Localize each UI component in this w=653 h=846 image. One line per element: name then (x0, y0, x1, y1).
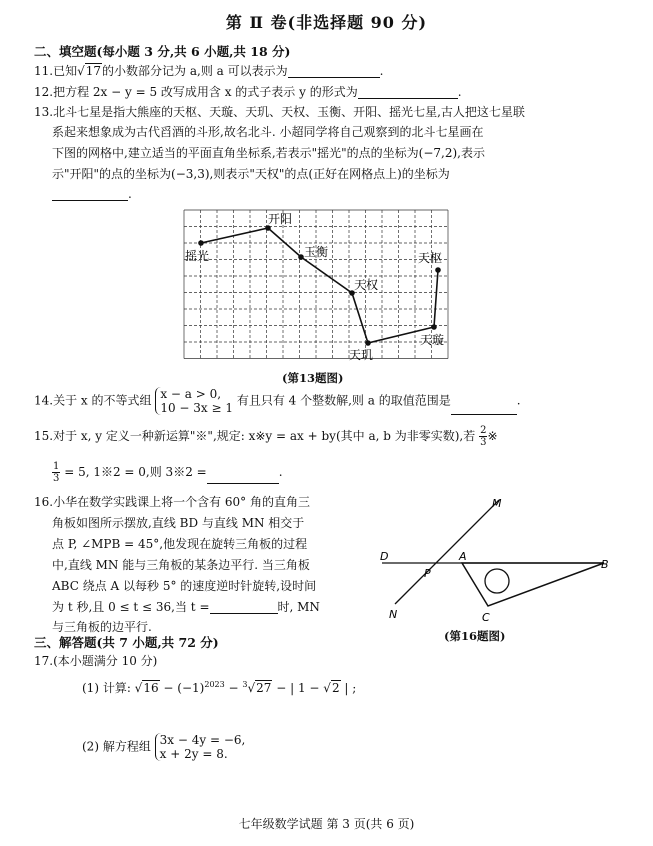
equation-system: 3x − 4y = −6, x + 2y = 8. (155, 733, 246, 761)
question-16-line-2: 角板如图所示摆放,直线 BD 与直线 MN 相交于 (52, 516, 305, 530)
section-fill-blank-heading: 二、填空题(每小题 3 分,共 6 小题,共 18 分) (34, 44, 291, 59)
label-n: N (389, 608, 398, 621)
triangle-abc (462, 563, 604, 606)
question-number: 14. (34, 393, 54, 408)
star-label-tianquan: 天权 (354, 278, 379, 292)
question-number: 15. (34, 429, 54, 443)
question-number: 17. (34, 654, 54, 668)
question-17-part-2: (2) 解方程组 3x − 4y = −6, x + 2y = 8. (82, 733, 246, 761)
question-13-answer: . (52, 187, 132, 201)
question-15-line-2: $\frac{1}{3}$ = 5, 1※2 = 0,则 3※2 = . (53, 461, 283, 484)
question-11: 11.已知√17的小数部分记为 a,则 a 可以表示为 . (34, 64, 384, 78)
section-solve-heading: 三、解答题(共 7 小题,共 72 分) (34, 635, 219, 650)
page-title: 第 Ⅱ 卷(非选择题 90 分) (225, 13, 428, 32)
answer-blank[interactable] (288, 65, 380, 78)
fraction: $\frac{1}{3}$ (53, 461, 60, 484)
figure-16-caption: (第16题图) (444, 629, 506, 643)
star-point-kaiyang (265, 225, 271, 231)
question-16-line-6: 为 t 秒,且 0 ≤ t ≤ 36,当 t = 时, MN (52, 600, 320, 614)
question-number: 12. (34, 85, 54, 99)
star-point-yuheng (298, 254, 304, 260)
star-point-tianji (365, 340, 371, 346)
star-point-tianxuan (431, 324, 437, 330)
star-label-tianshu: 天枢 (418, 251, 443, 265)
answer-blank[interactable] (52, 188, 128, 201)
page-footer: 七年级数学试题 第 3 页(共 6 页) (238, 817, 415, 831)
question-16-line-5: ABC 绕点 A 以每秒 5° 的速度逆时针旋转,设时间 (52, 579, 317, 593)
triangle-hole (485, 569, 509, 593)
star-label-tianxuan: 天璇 (420, 333, 445, 347)
answer-blank[interactable] (210, 601, 278, 614)
question-16-line-1: 16.小华在数学实践课上将一个含有 60° 角的直角三 (34, 495, 310, 509)
question-16-line-7: 与三角板的边平行. (52, 620, 152, 634)
label-c: C (482, 611, 490, 624)
star-label-kaiyang: 开阳 (268, 212, 293, 226)
line-mn (395, 500, 499, 604)
question-17-part-1: (1) 计算: $√16 - (-1)^{2023} - ^3√27$ − | 1 − √2 | ; (82, 680, 357, 695)
label-p: P (424, 567, 431, 580)
question-number: 11. (34, 64, 54, 78)
label-a: A (459, 550, 467, 563)
big-dipper-grid-figure (170, 200, 470, 370)
question-number: 16. (34, 495, 54, 509)
question-number: 13. (34, 105, 54, 119)
star-label-yaoguang: 摇光 (185, 249, 210, 263)
inequality-system: x − a > 0, 10 − 3x ≥ 1 (155, 387, 233, 415)
label-b: B (601, 558, 609, 571)
question-13-line-2: 系起来想象成为古代舀酒的斗形,故名北斗. 小超同学将自己观察到的北斗七星画在 (52, 125, 484, 139)
star-point-yaoguang (198, 240, 204, 246)
question-15-line-1: 15.对于 x, y 定义一种新运算"※",规定: x※y = ax + by(其中 a, b 为非零实数),若 $\frac{2}{3}$ ※ (34, 425, 498, 448)
fraction: $\frac{2}{3}$ (480, 425, 487, 448)
question-13-line-4: 示"开阳"的点的坐标为(−3,3),则表示"天权"的点(正好在网格点上)的坐标为 (52, 167, 450, 181)
grid (184, 210, 448, 359)
label-m: M (492, 497, 502, 510)
answer-blank[interactable] (451, 402, 517, 415)
answer-blank[interactable] (207, 471, 279, 484)
question-17-header: 17.(本小题满分 10 分) (34, 654, 158, 668)
figure-13-caption: (第13题图) (282, 371, 344, 385)
question-13-line-3: 下图的网格中,建立适当的平面直角坐标系,若表示"摇光"的点的坐标为(−7,2),表示 (52, 146, 485, 160)
question-16-line-3: 点 P, ∠MPB = 45°,他发现在旋转三角板的过程 (52, 537, 308, 551)
question-12: 12.把方程 2x − y = 5 改写成用含 x 的式子表示 y 的形式为 . (34, 85, 462, 99)
star-point-tianshu (435, 267, 441, 273)
star-label-yuheng: 玉衡 (304, 245, 329, 259)
question-13-line-1: 13.北斗七星是指大熊座的天枢、天璇、天玑、天权、玉衡、开阳、摇光七星,古人把这七星联 (34, 105, 525, 119)
question-14: 14.关于 x 的不等式组 x − a > 0, 10 − 3x ≥ 1 有且只有 4 个整数解,则 a 的取值范围是 . (34, 387, 521, 415)
label-d: D (380, 550, 389, 563)
triangle-rotation-figure (372, 490, 622, 630)
star-label-tianji: 天玑 (349, 348, 374, 362)
radicand: 17 (85, 64, 102, 78)
answer-blank[interactable] (358, 86, 458, 99)
question-16-line-4: 中,直线 MN 能与三角板的某条边平行. 当三角板 (52, 558, 310, 572)
